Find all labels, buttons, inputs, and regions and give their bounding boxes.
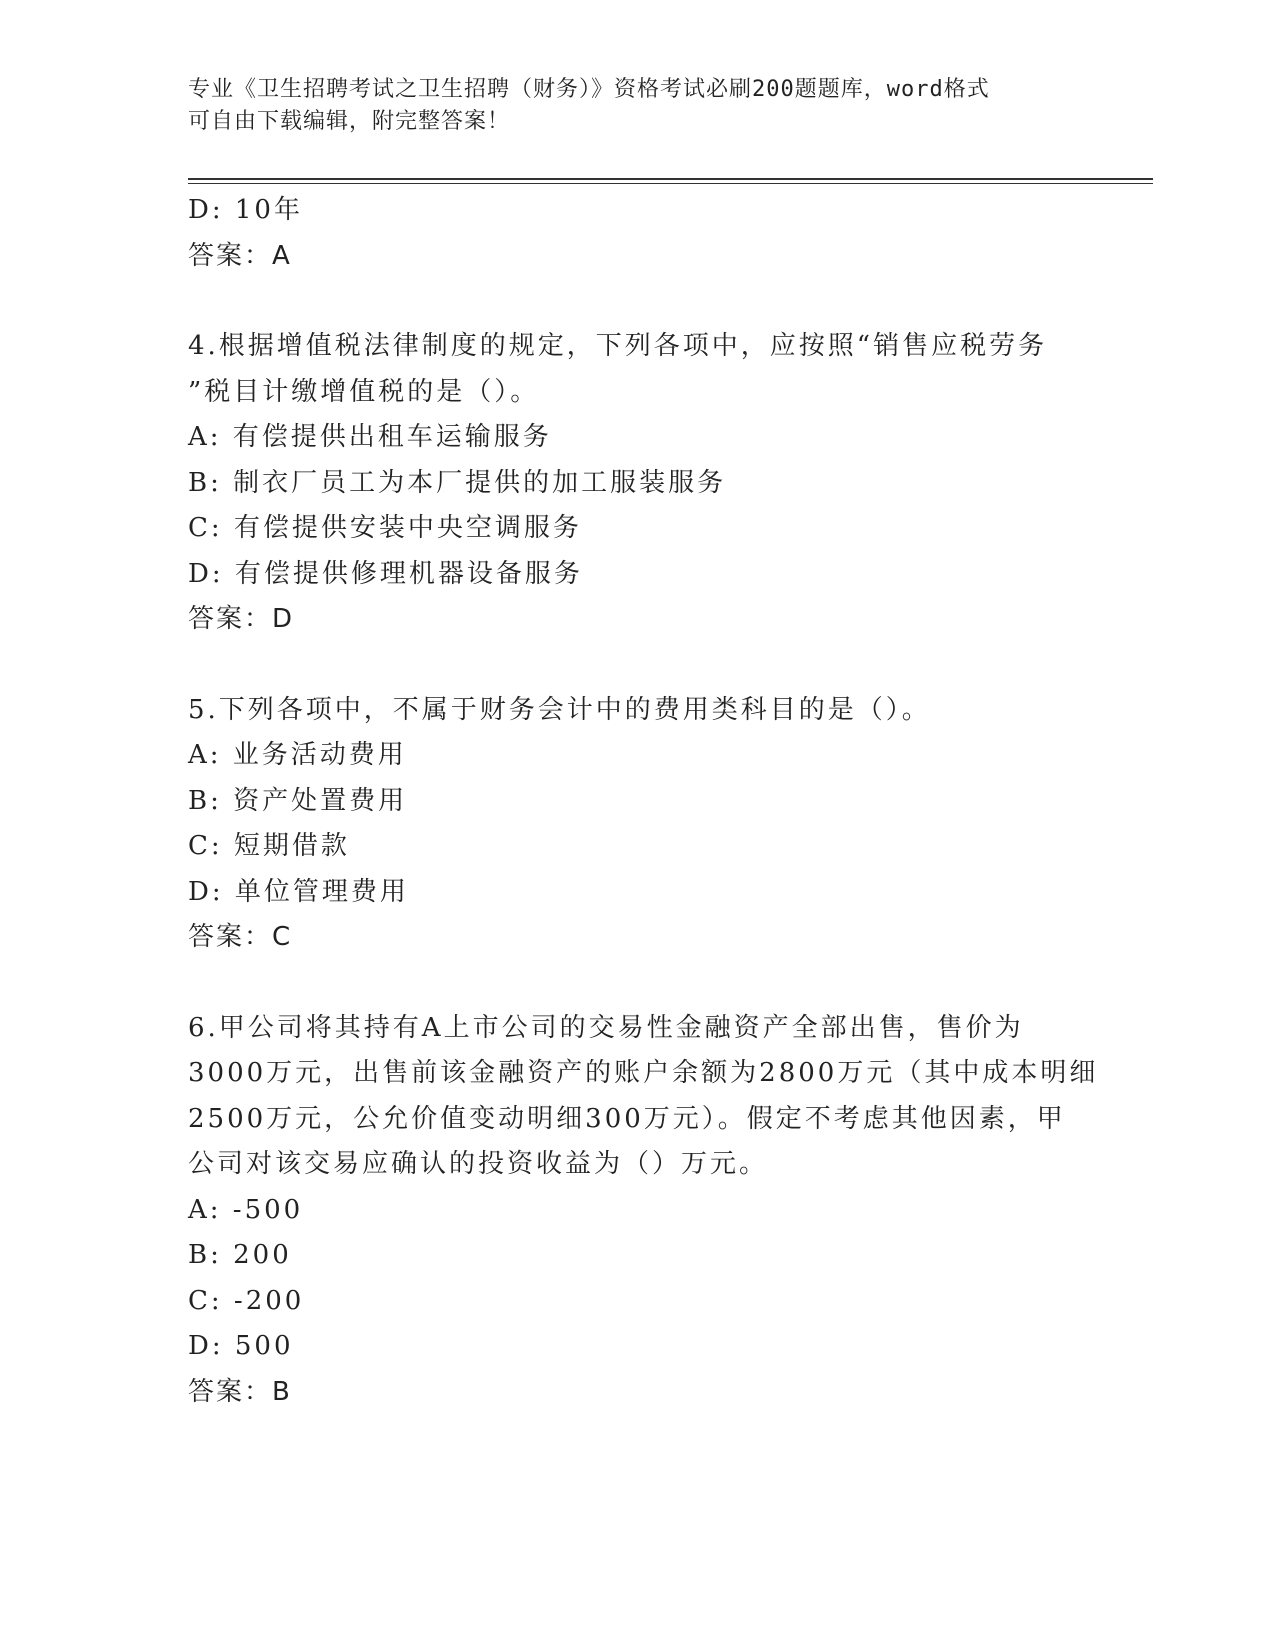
header-line-2: 可自由下载编辑，附完整答案！ [188, 109, 511, 134]
document-header [188, 74, 1088, 138]
option-b: B: 制衣厂员工为本厂提供的加工服装服务 [188, 467, 727, 498]
answer-line: 答案：B [188, 1376, 292, 1407]
option-b: B: 资产处置费用 [188, 785, 408, 816]
question-text-line: 5.下列各项中，不属于财务会计中的费用类科目的是（）。 [188, 694, 931, 725]
option-a: A: 有偿提供出租车运输服务 [188, 422, 552, 452]
question-text-line: 3000万元，出售前该金融资产的账户余额为2800万元（其中成本明细 [188, 1058, 1099, 1088]
header-divider [188, 178, 1153, 180]
option-d: D: 有偿提供修理机器设备服务 [188, 558, 583, 589]
option-c: C: 有偿提供安装中央空调服务 [188, 513, 582, 543]
question-5 [188, 688, 1088, 961]
option-d: D: 10年 [188, 195, 303, 225]
question-text-line: 4.根据增值税法律制度的规定，下列各项中，应按照“销售应税劳务 [188, 331, 1048, 361]
question-text-line: 6.甲公司将其持有A上市公司的交易性金融资产全部出售，售价为 [188, 1012, 1024, 1043]
header-line-1: 专业《卫生招聘考试之卫生招聘（财务）》资格考试必刷200题题库，word格式 [188, 77, 990, 102]
prev-question-tail [188, 188, 1088, 279]
option-d: D: 单位管理费用 [188, 876, 409, 907]
question-text-line: 公司对该交易应确认的投资收益为（）万元。 [188, 1149, 769, 1179]
option-b: B: 200 [188, 1240, 292, 1270]
document-body [188, 188, 1099, 1415]
option-c: C: 短期借款 [188, 831, 350, 861]
answer-line: 答案：A [188, 240, 292, 271]
question-6 [188, 1006, 1099, 1416]
question-4 [188, 324, 1088, 643]
header-divider-thin [188, 183, 1153, 184]
question-text-line: 2500万元，公允价值变动明细300万元）。假定不考虑其他因素，甲 [188, 1103, 1066, 1134]
question-text-line: ”税目计缴增值税的是（）。 [188, 376, 540, 407]
option-c: C: -200 [188, 1285, 305, 1316]
option-a: A: 业务活动费用 [188, 740, 407, 770]
answer-line: 答案：C [188, 922, 293, 952]
option-d: D: 500 [188, 1331, 294, 1361]
answer-line: 答案：D [188, 604, 295, 634]
option-a: A: -500 [188, 1194, 304, 1225]
